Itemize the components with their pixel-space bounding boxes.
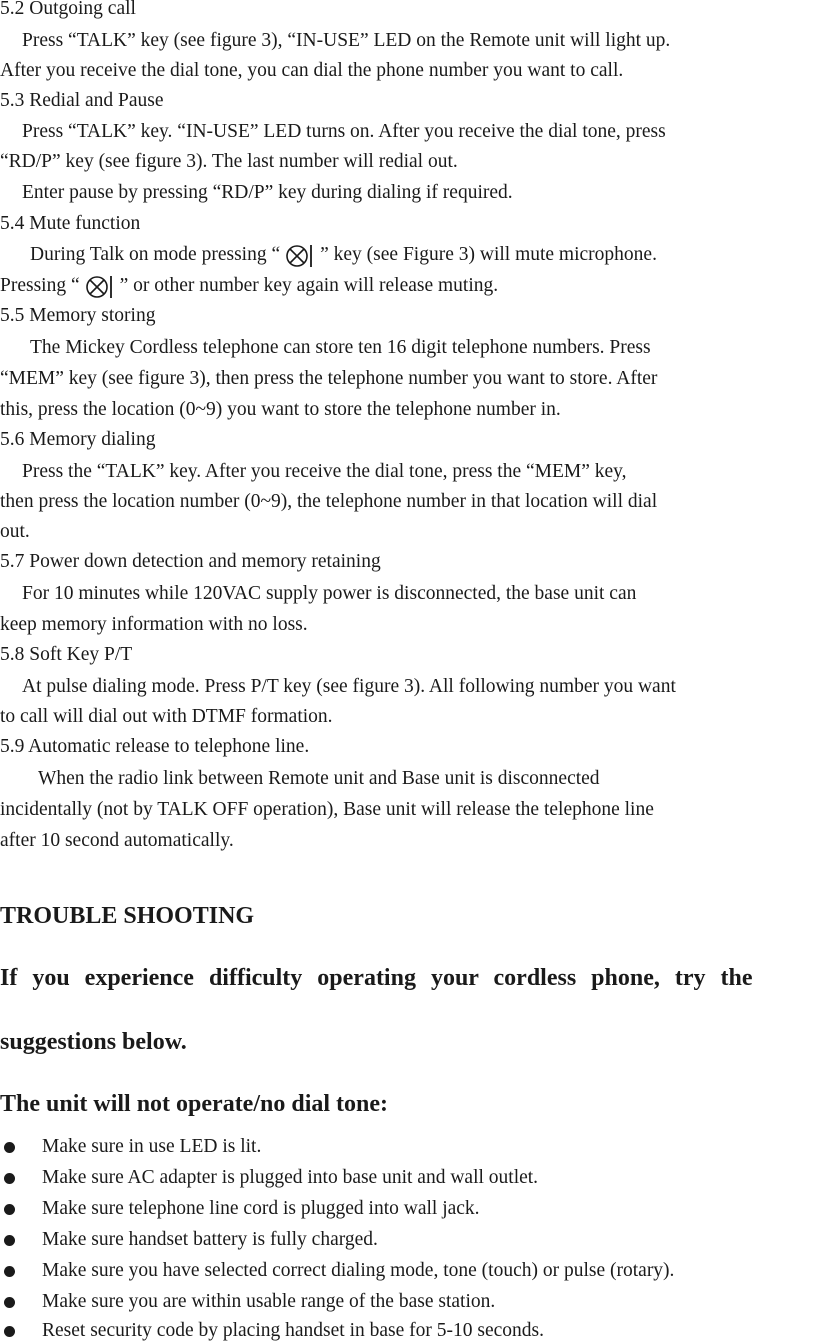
section-heading: 5.2 Outgoing call xyxy=(0,0,136,19)
paragraph-line: Press the “TALK” key. After you receive the dial tone, press the “MEM” key, xyxy=(22,461,627,482)
section-heading: 5.8 Soft Key P/T xyxy=(0,644,133,665)
section-heading: 5.7 Power down detection and memory retaining xyxy=(0,551,381,572)
mute-key-icon xyxy=(84,275,116,299)
list-item-text: Reset security code by placing handset in base for 5-10 seconds. xyxy=(42,1320,544,1341)
mute-text-a: During Talk on mode pressing “ xyxy=(30,244,281,265)
list-item xyxy=(0,1318,817,1344)
section-heading: 5.3 Redial and Pause xyxy=(0,90,164,111)
paragraph-line: after 10 second automatically. xyxy=(0,830,234,851)
paragraph-line: this, press the location (0~9) you want to store the telephone number in. xyxy=(0,399,561,420)
paragraph-line: Press “TALK” key. “IN-USE” LED turns on. After you receive the dial tone, press xyxy=(22,121,666,142)
list-item-text: Make sure you have selected correct dialing mode, tone (touch) or pulse (rotary). xyxy=(42,1260,675,1281)
list-item xyxy=(0,1227,817,1253)
bullet-icon xyxy=(4,1204,15,1215)
list-item xyxy=(0,1165,817,1191)
bullet-icon xyxy=(4,1235,15,1246)
paragraph-line: Enter pause by pressing “RD/P” key during dialing if required. xyxy=(22,182,513,203)
paragraph-line: After you receive the dial tone, you can dial the phone number you want to call. xyxy=(0,60,624,81)
bullet-icon xyxy=(4,1266,15,1277)
paragraph-line: out. xyxy=(0,521,30,542)
list-item xyxy=(0,1289,817,1315)
trouble-shooting-title: TROUBLE SHOOTING xyxy=(0,903,255,929)
trouble-intro-line: suggestions below. xyxy=(0,1029,187,1055)
paragraph-line: “MEM” key (see figure 3), then press the telephone number you want to store. After xyxy=(0,368,658,389)
paragraph-line: incidentally (not by TALK OFF operation), Base unit will release the telephone line xyxy=(0,799,654,820)
paragraph-line: keep memory information with no loss. xyxy=(0,614,308,635)
paragraph-line: When the radio link between Remote unit and Base unit is disconnected xyxy=(38,768,600,789)
section-heading: 5.9 Automatic release to telephone line. xyxy=(0,736,310,757)
mute-text-b: ” key (see Figure 3) will mute microphone. xyxy=(320,244,657,265)
section-heading: 5.5 Memory storing xyxy=(0,305,156,326)
paragraph-line: At pulse dialing mode. Press P/T key (see figure 3). All following number you want xyxy=(22,676,676,697)
paragraph-line: then press the location number (0~9), the telephone number in that location will dial xyxy=(0,491,658,512)
paragraph-line: to call will dial out with DTMF formation. xyxy=(0,706,333,727)
trouble-intro-line: If you experience difficulty operating your cordless phone, try the xyxy=(0,965,753,991)
list-item-text: Make sure AC adapter is plugged into base unit and wall outlet. xyxy=(42,1167,539,1188)
paragraph-line: For 10 minutes while 120VAC supply power is disconnected, the base unit can xyxy=(22,583,637,604)
list-item-text: Make sure telephone line cord is plugged into wall jack. xyxy=(42,1198,480,1219)
bullet-icon xyxy=(4,1173,15,1184)
paragraph-line xyxy=(0,273,817,299)
bullet-icon xyxy=(4,1297,15,1308)
mute-text-d: ” or other number key again will release muting. xyxy=(119,275,499,296)
bullet-icon xyxy=(4,1326,15,1337)
paragraph-line xyxy=(0,242,817,268)
paragraph-line: “RD/P” key (see figure 3). The last number will redial out. xyxy=(0,151,458,172)
list-item-text: Make sure in use LED is lit. xyxy=(42,1136,262,1157)
section-heading: 5.6 Memory dialing xyxy=(0,429,156,450)
list-item xyxy=(0,1134,817,1160)
section-heading: 5.4 Mute function xyxy=(0,213,141,234)
mute-key-icon xyxy=(284,244,316,268)
list-item-text: Make sure you are within usable range of the base station. xyxy=(42,1291,496,1312)
paragraph-line: Press “TALK” key (see figure 3), “IN-USE” LED on the Remote unit will light up. xyxy=(22,30,671,51)
trouble-subheading: The unit will not operate/no dial tone: xyxy=(0,1091,389,1117)
mute-text-c: Pressing “ xyxy=(0,275,80,296)
list-item-text: Make sure handset battery is fully charged. xyxy=(42,1229,378,1250)
paragraph-line: The Mickey Cordless telephone can store ten 16 digit telephone numbers. Press xyxy=(30,337,651,358)
list-item xyxy=(0,1258,817,1284)
bullet-icon xyxy=(4,1142,15,1153)
list-item xyxy=(0,1196,817,1222)
